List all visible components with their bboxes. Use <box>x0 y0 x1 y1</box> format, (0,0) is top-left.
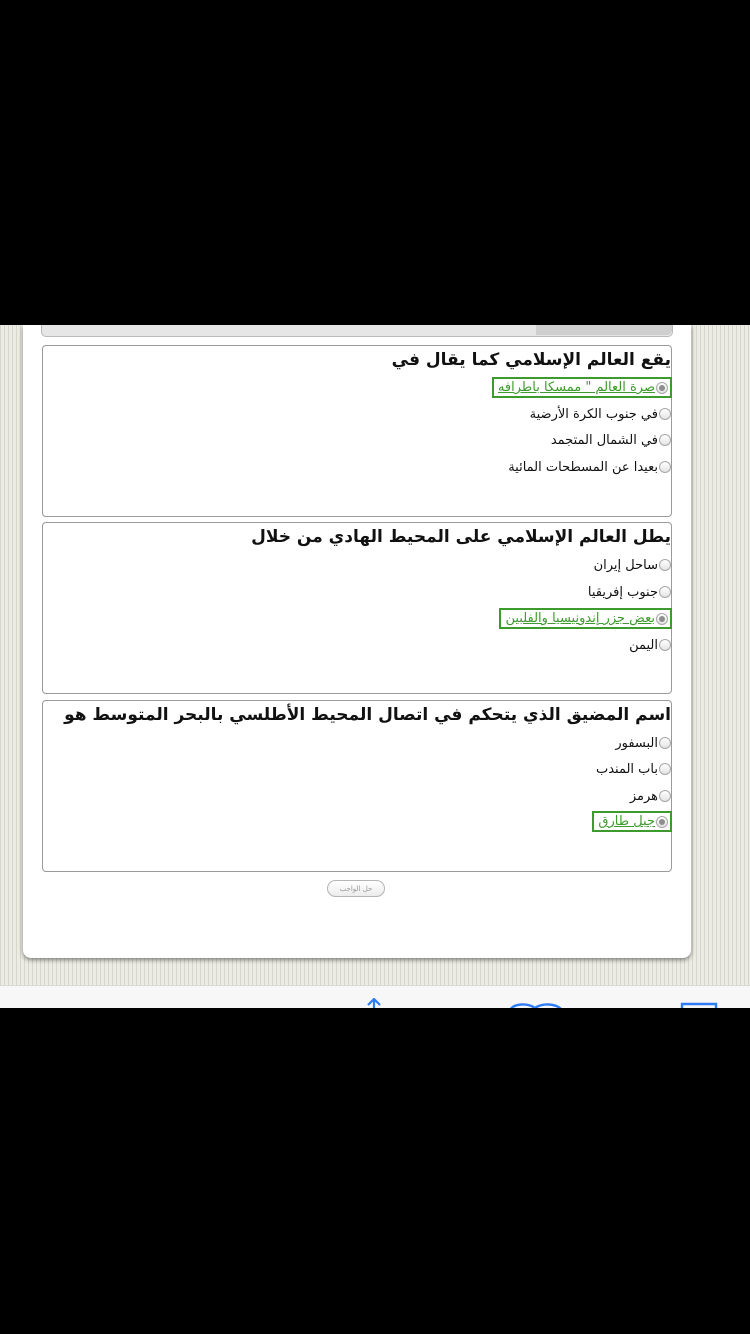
share-icon[interactable] <box>362 998 386 1008</box>
answer-option[interactable] <box>592 556 671 574</box>
answer-option[interactable] <box>528 405 671 423</box>
question-title: يطل العالم الإسلامي على المحيط الهادي من خلال <box>251 527 671 547</box>
question-title: اسم المضيق الذي يتحكم في اتصال المحيط الأطلسي بالبحر المتوسط هو <box>64 705 671 725</box>
previous-question-tab <box>536 325 672 335</box>
browser-viewport[interactable] <box>0 325 750 985</box>
radio-button[interactable] <box>656 613 668 625</box>
answer-label: جنوب إفريقيا <box>587 584 658 600</box>
radio-button[interactable] <box>659 434 671 446</box>
submit-button[interactable]: حل الواجب <box>327 880 385 897</box>
answer-label: بعيدا عن المسطحات المائية <box>508 459 658 475</box>
radio-button[interactable] <box>659 461 671 473</box>
answer-label: في الشمال المتجمد <box>550 432 658 448</box>
tabs-icon[interactable] <box>680 1002 720 1008</box>
answer-label: صرة العالم " ممسكا باطرافه <box>497 380 655 395</box>
answer-option[interactable] <box>492 377 672 398</box>
answer-label: باب المندب <box>595 761 658 777</box>
radio-button[interactable] <box>659 737 671 749</box>
radio-button[interactable] <box>659 559 671 571</box>
radio-button[interactable] <box>659 763 671 775</box>
answer-label: اليمن <box>629 637 658 653</box>
question-box-1 <box>42 345 672 517</box>
quiz-page <box>23 325 691 958</box>
answer-label: في جنوب الكرة الأرضية <box>529 406 658 422</box>
answer-option[interactable] <box>506 458 671 476</box>
question-box-3 <box>42 700 672 872</box>
question-box-2 <box>42 522 672 694</box>
answer-option[interactable] <box>549 431 671 449</box>
radio-button[interactable] <box>656 816 668 828</box>
radio-button[interactable] <box>659 639 671 651</box>
answer-option[interactable] <box>592 811 672 832</box>
answer-option[interactable] <box>613 734 671 752</box>
answer-label: ساحل إيران <box>593 557 658 573</box>
answer-option[interactable] <box>627 636 671 654</box>
answer-option[interactable] <box>594 760 671 778</box>
answer-option[interactable] <box>628 787 671 805</box>
answer-label: البسفور <box>615 735 658 751</box>
answer-option[interactable] <box>499 608 672 629</box>
answer-option[interactable] <box>586 583 671 601</box>
bookmarks-icon[interactable] <box>508 1002 564 1008</box>
radio-button[interactable] <box>656 382 668 394</box>
question-title: يقع العالم الإسلامي كما يقال في <box>391 350 671 370</box>
browser-toolbar <box>0 985 750 1008</box>
answer-label: هرمز <box>629 788 658 804</box>
radio-button[interactable] <box>659 790 671 802</box>
answer-label: بعض جزر إندونيسيا والفلبين <box>505 611 655 626</box>
radio-button[interactable] <box>659 408 671 420</box>
answer-label: جبل طارق <box>598 814 655 829</box>
previous-question-box <box>41 325 673 337</box>
radio-button[interactable] <box>659 586 671 598</box>
